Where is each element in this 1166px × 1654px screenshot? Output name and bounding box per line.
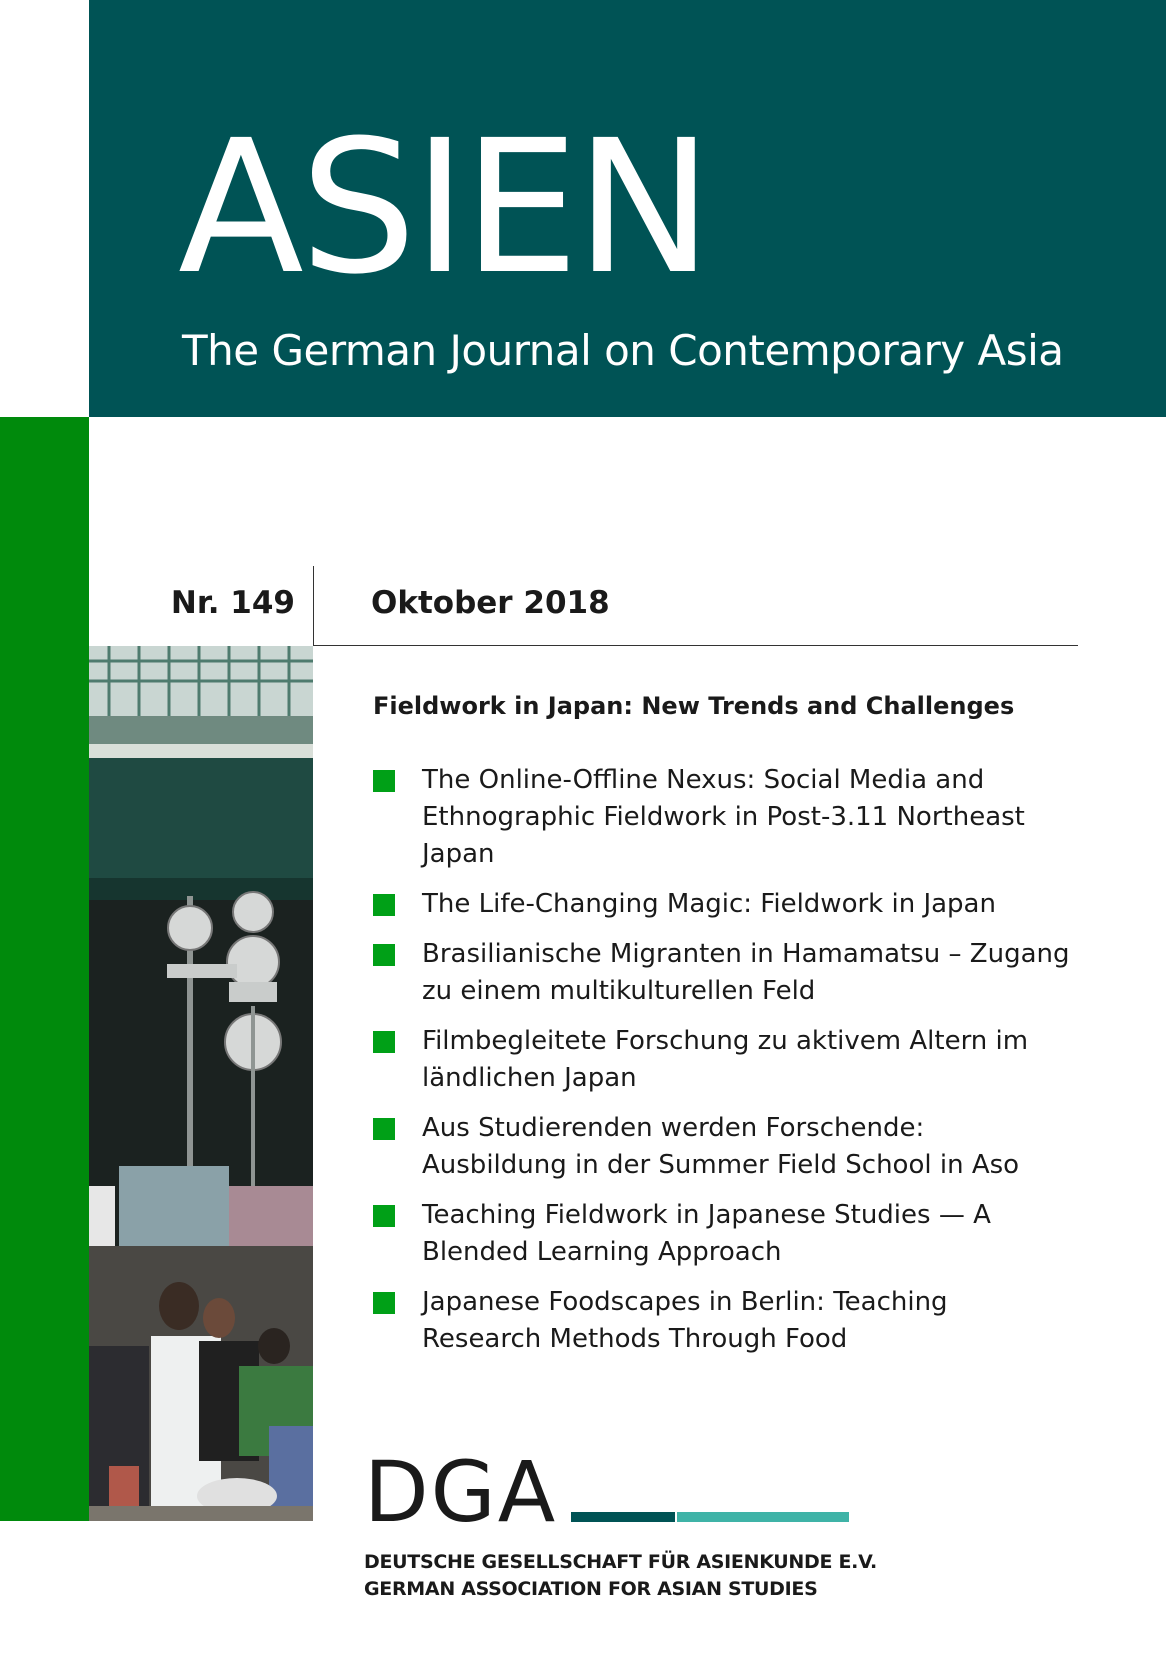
- publisher-name-en: GERMAN ASSOCIATION FOR ASIAN STUDIES: [364, 1578, 818, 1600]
- square-bullet-icon: [373, 1292, 395, 1314]
- dga-logo: [364, 1443, 558, 1541]
- square-bullet-icon: [373, 1031, 395, 1053]
- article-title: Teaching Fieldwork in Japanese Studies — A Blended Learning Approach: [422, 1200, 991, 1267]
- list-item: [373, 1197, 1073, 1271]
- list-item: [373, 1023, 1073, 1097]
- issue-theme: Fieldwork in Japan: New Trends and Challenges: [373, 692, 1015, 720]
- square-bullet-icon: [373, 944, 395, 966]
- article-list: [373, 762, 1073, 1371]
- divider-vertical: [313, 566, 314, 646]
- journal-title: ASIEN: [178, 101, 709, 315]
- issue-number: Nr. 149: [170, 585, 295, 621]
- article-title: The Life-Changing Magic: Fieldwork in Japan: [422, 889, 996, 919]
- list-item: [373, 762, 1073, 873]
- issue-date: Oktober 2018: [371, 585, 610, 621]
- dga-logo-line-light: [677, 1512, 849, 1522]
- square-bullet-icon: [373, 770, 395, 792]
- side-accent-bar: [0, 417, 89, 1521]
- article-title: Filmbegleitete Forschung zu aktivem Altern im ländlichen Japan: [422, 1026, 1029, 1093]
- journal-subtitle: The German Journal on Contemporary Asia: [182, 326, 1064, 375]
- publisher-name-de: DEUTSCHE GESELLSCHAFT FÜR ASIENKUNDE E.V.: [364, 1551, 877, 1573]
- list-item: [373, 886, 1073, 923]
- article-title: Aus Studierenden werden Forschende: Ausbildung in der Summer Field School in Aso: [422, 1113, 1020, 1180]
- square-bullet-icon: [373, 1205, 395, 1227]
- square-bullet-icon: [373, 1118, 395, 1140]
- cover-photo: [89, 646, 313, 1521]
- list-item: [373, 936, 1073, 1010]
- article-title: Brasilianische Migranten in Hamamatsu – Zugang zu einem multikulturellen Feld: [422, 939, 1070, 1006]
- square-bullet-icon: [373, 894, 395, 916]
- article-title: The Online-Offline Nexus: Social Media and Ethnographic Fieldwork in Post-3.11 Northeast Japan: [422, 765, 1025, 869]
- list-item: [373, 1284, 1073, 1358]
- dga-logo-text: DGA: [364, 1443, 558, 1541]
- divider-horizontal: [313, 645, 1078, 646]
- dga-logo-line-dark: [571, 1512, 675, 1522]
- list-item: [373, 1110, 1073, 1184]
- article-title: Japanese Foodscapes in Berlin: Teaching Research Methods Through Food: [422, 1287, 948, 1354]
